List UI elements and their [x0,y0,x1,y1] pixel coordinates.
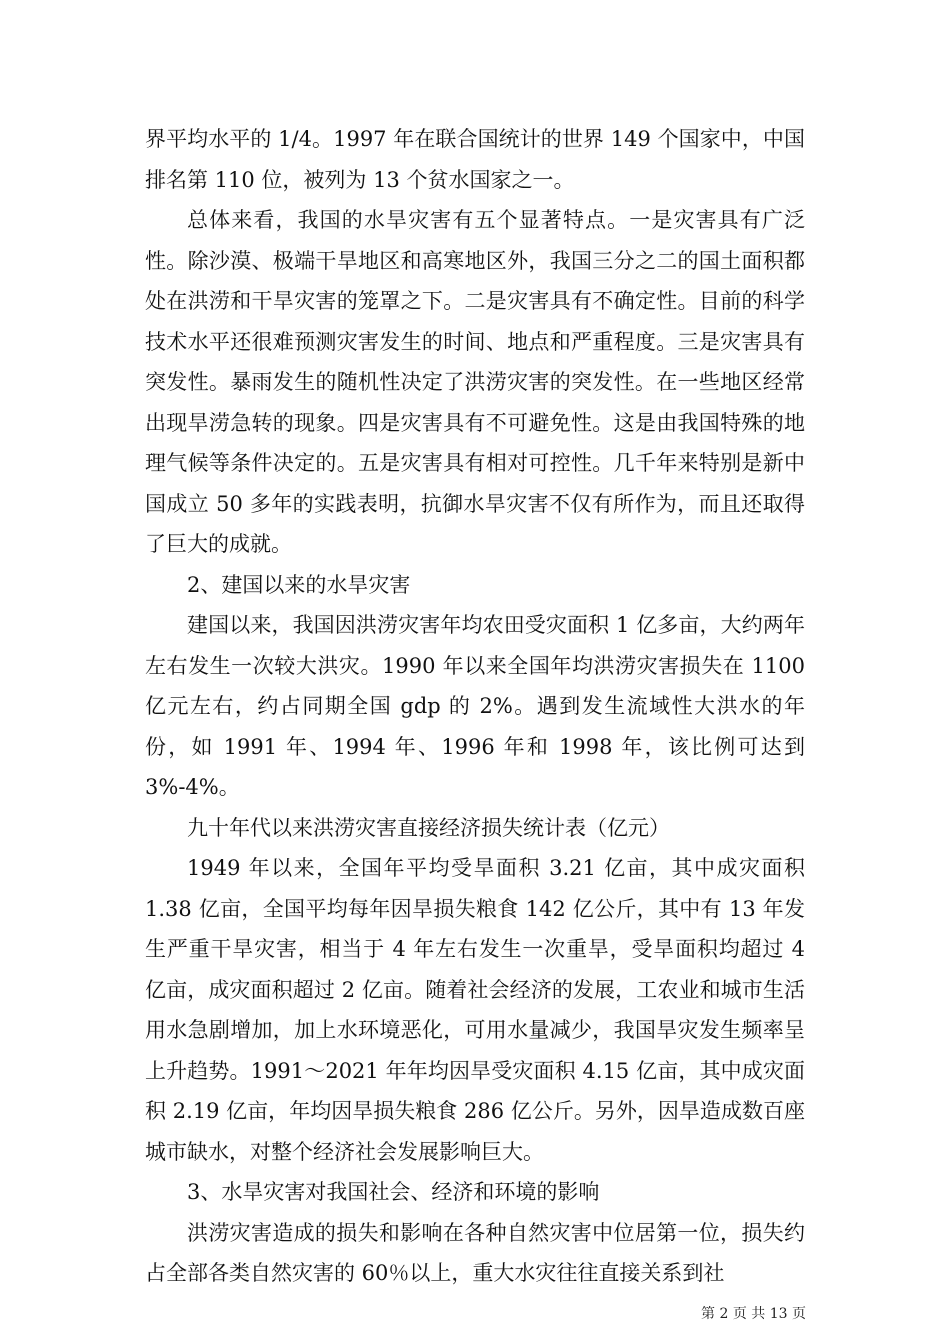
paragraph-8: 洪涝灾害造成的损失和影响在各种自然灾害中位居第一位，损失约占全部各类自然灾害的 60％以上，重大水灾往往直接关系到社 [145,1220,805,1285]
paragraph-6: 1949 年以来，全国年平均受旱面积 3.21 亿亩，其中成灾面积 1.38 亿亩，全国平均每年因旱损失粮食 142 亿公斤，其中有 13 年发生严重干旱灾害，相当于 4 年左右发生一次重旱，受旱面积均超过 4 亿亩，成灾面积超过 2 亿亩。随着社会经济的发展，工农业和城市生活用水急剧增加，加上水环境恶化，可用水量减少，我国旱灾发生频率呈上升趋势。1991～2021 年年均因旱受灾面积 4.15 亿亩，其中成灾面积 2.19 亿亩，年均因旱损失粮食 286 亿公斤。另外，因旱造成数百座城市缺水，对整个经济社会发展影响巨大。 [145,856,805,1164]
document-body [145,119,805,1294]
paragraph-4: 建国以来，我国因洪涝灾害年均农田受灾面积 1 亿多亩，大约两年左右发生一次较大洪灾。1990 年以来全国年均洪涝灾害损失在 1100 亿元左右，约占同期全国 gdp 的 2%。遇到发生流域性大洪水的年份，如 1991 年、1994 年、1996 年和 1998 年，该比例可达到 3%-4%。 [145,613,805,799]
section-heading-2: 2、建国以来的水旱灾害 [187,572,411,597]
section-heading-3: 3、水旱灾害对我国社会、经济和环境的影响 [187,1180,600,1204]
paragraph-2: 总体来看，我国的水旱灾害有五个显著特点。一是灾害具有广泛性。除沙漠、极端干旱地区和高寒地区外，我国三分之二的国土面积都处在洪涝和干旱灾害的笼罩之下。二是灾害具有不确定性。目前的科学技术水平还很难预测灾害发生的时间、地点和严重程度。三是灾害具有突发性。暴雨发生的随机性决定了洪涝灾害的突发性。在一些地区经常出现旱涝急转的现象。四是灾害具有不可避免性。这是由我国特殊的地理气候等条件决定的。五是灾害具有相对可控性。几千年来特别是新中国成立 50 多年的实践表明，抗御水旱灾害不仅有所作为，而且还取得了巨大的成就。 [145,208,805,556]
paragraph-1: 界平均水平的 1/4。1997 年在联合国统计的世界 149 个国家中，中国排名第 110 位，被列为 13 个贫水国家之一。 [145,127,805,192]
page-number: 第 2 页 共 13 页 [701,1306,806,1322]
table-caption: 九十年代以来洪涝灾害直接经济损失统计表（亿元） [187,815,670,840]
